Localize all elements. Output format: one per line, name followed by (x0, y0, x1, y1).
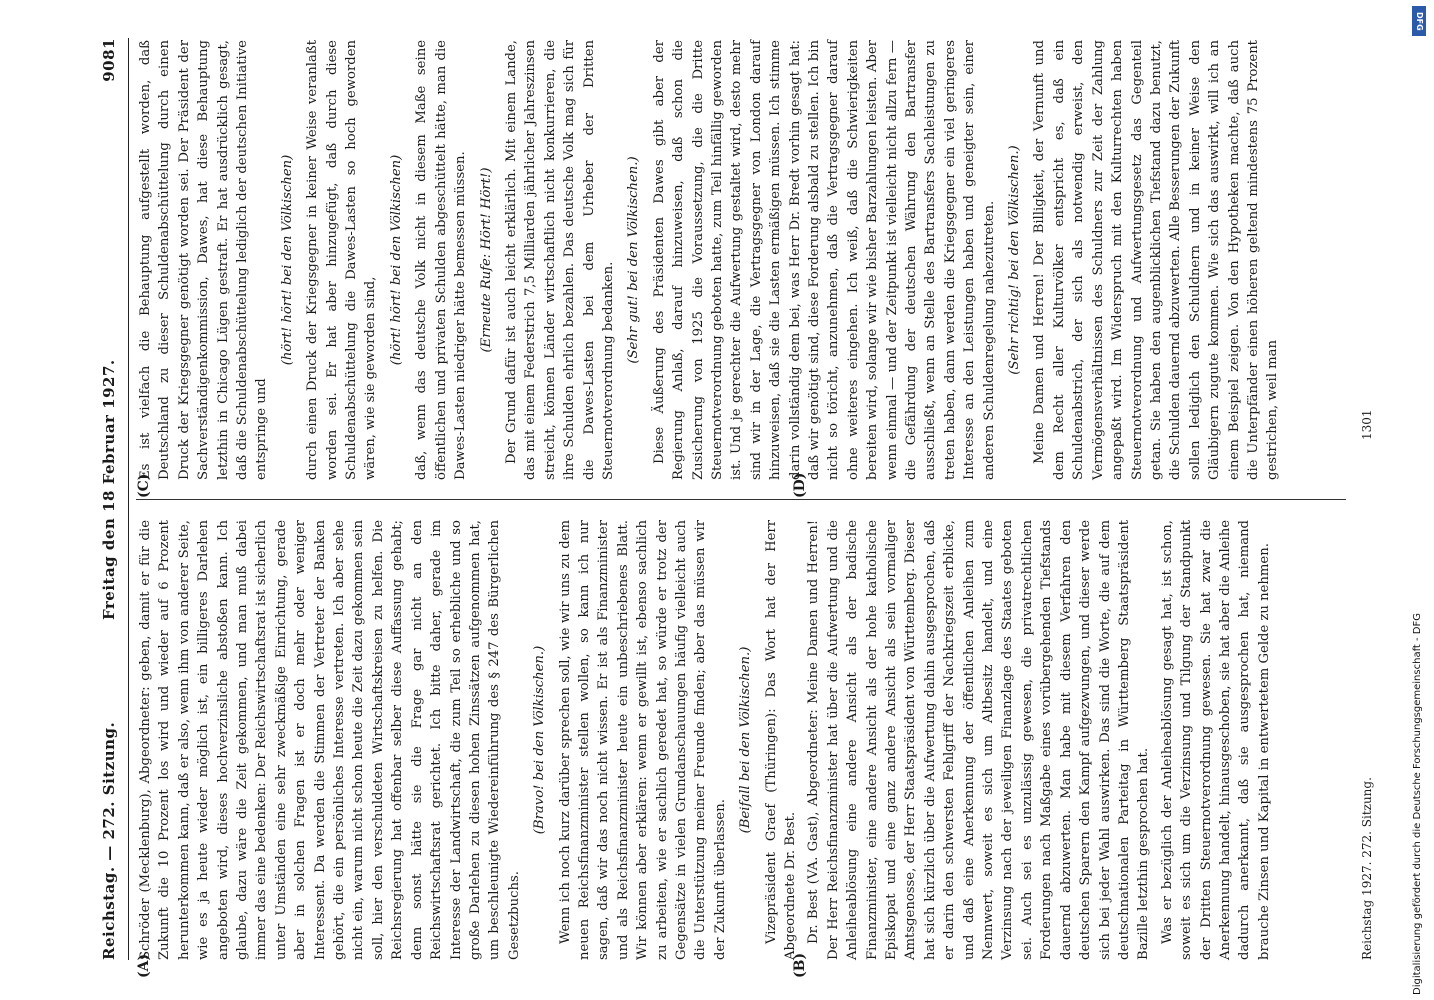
dfg-side-strip (1408, 0, 1434, 1000)
interjection: (Sehr richtig! bei den Völkischen.) (1007, 145, 1023, 375)
page-header (92, 20, 132, 980)
header-left: Reichstag. — 272. Sitzung. (100, 721, 118, 960)
footer-left: Reichstag 1927. 272. Sitzung. (1360, 777, 1374, 960)
footer-page-number: 1301 (1360, 409, 1374, 440)
interjection: (Erneute Rufe: Hört! Hört!) (478, 167, 494, 353)
paragraph: daß, wenn das deutsche Volk nicht in diesem Maße seine öffentlichen und privaten Schulden abgeschüttelt hätte, man die Dawes-Lasten niedriger hätte bemessen müssen. (414, 40, 469, 480)
paragraph: Vizepräsident Graef (Thüringen): Das Wort hat der Herr Abgeordnete Dr. Best. (763, 520, 798, 960)
text-column-right (136, 40, 1287, 480)
interjection: (Beifall bei den Völkischen.) (738, 646, 754, 834)
paragraph: Schröder (Mecklenburg), Abgeordneter: geben, damit er für die Zukunft die 10 Prozent los wird und wieder auf 6 Prozent herunterkommen kann, daß er also, wenn ihm von anderer Seite, wie es ja heute wieder möglich ist, ein billigeres Darlehen angeboten wird, dieses hochverzinsliche abstoßen kann. Ich glaube, dazu wäre die Zeit gekommen, und man muß dabei immer das eine bedenken: Der Reichswirtschaftsrat ist sicherlich unter Umständen eine sehr zweckmäßige Einrichtung, gerade aber in solchen Fragen ist er doch mehr oder weniger Interessent. Da werden die Stimmen der Vertreter der Banken gehört, die ein persönliches Interesse vertreten. Ich aber sehe nicht ein, warum nicht schon heute die Zeit dazu gekommen sein soll, hier den verschuldeten Wirtschaftskreisen zu helfen. Die Reichsregierung hat offenbar selber diese Auffassung gehabt; denn sonst hätte sie die Frage gar nicht an den Reichswirtschaftsrat gerichtet. Ich bitte daher, gerade im Interesse der Landwirtschaft, die zum Teil so erhebliche und so große Darlehen zu diesen hohen Zinssätzen aufgenommen hat, um beschleunigte Wiedereinführung des § 247 des Bürgerlichen Gesetzbuchs. (138, 520, 522, 960)
column-separator (136, 499, 1346, 500)
margin-mark-b: (B) (792, 952, 808, 978)
paragraph: Es ist vielfach die Behauptung aufgestellt worden, daß Deutschland zu dieser Schuldenabschüttelung durch einen Druck der Kriegsgegner genötigt worden sei. Der Präsident der Sachverständigenkommission, Dawes, hat diese Behauptung letzthin in Chicago Lügen gestraft. Er hat ausdrücklich gesagt, daß die Schuldenabschüttelung lediglich der deutschen Initiative entspringe und (138, 40, 270, 480)
paragraph: durch einen Druck der Kriegsgegner in keiner Weise veranlaßt worden sei. Er hat aber hinzugefügt, daß durch diese Schuldenabschüttelung die Dawes-Lasten so hoch geworden wären, wie sie geworden sind, (305, 40, 379, 480)
dfg-logo-icon: DFG (1412, 6, 1426, 36)
interjection: (Bravo! bei den Völkischen.) (532, 645, 548, 835)
paragraph: Diese Äußerung des Präsidenten Dawes gibt aber der Regierung Anlaß, darauf hinzuweisen, daß schon die Zusicherung von 1925 die Voraussetzung, die die Dritte Steuernotverordnung geboten hatte, zum Teil hinfällig geworden ist. Und je gerechter die Aufwertung gestaltet wird, desto mehr sind wir in der Lage, die Vertragsgegner von London darauf hinzuweisen, daß sie die Lasten ermäßigen müssen. Ich stimme darin vollständig dem bei, was Herr Dr. Bredt vorhin gesagt hat: daß wir genötigt sind, diese Forderung alsbald zu stellen. Ich bin nicht so töricht, anzunehmen, daß die Vertragsgegner darauf ohne weiteres eingehen. Ich weiß, daß die Schwierigkeiten bereiten wird, solange wir wie bisher Barzahlungen leisten. Aber wenn einmal — und der Zeitpunkt ist vielleicht nicht allzu fern — die Gefährdung der deutschen Währung den Bartransfer ausschließt, wenn an Stelle des Bartransfers Sachleistungen zu treten haben, dann werden die Kriegsgegner ein viel geringeres Interesse an den Leistungen haben und geneigter sein, einer anderen Schuldenregelung nahezutreten. (651, 40, 997, 480)
paragraph: Meine Damen und Herren! Der Billigkeit, der Vernunft und dem Recht aller Kulturvölker entspricht es, daß ein Schuldenabstrich, der sich als notwendig erweist, den Vermögensverhältnissen des Schuldners zur Zeit der Zahlung angepaßt wird. Im Widerspruch mit den Kulturrechten haben Steuernotverordnung und Aufwertungsgesetz das Gegenteil getan. Sie haben den augenblicklichen Tiefstand dazu benutzt, die Schulden dauernd abzuwerten. Alle Besserungen der Zukunft sollen lediglich den Schuldnern und in keiner Weise den Gläubigern zugute kommen. Wie sich das auswirkt, will ich an einem Beispiel zeigen. Von den Hypotheken machte, daß auch die Unterpfänder einen höheren geltend mindestens 75 Prozent gestrichen, weil man (1032, 40, 1281, 480)
margin-mark-d: (D) (792, 472, 808, 498)
paragraph: Dr. Best (VA. Gast), Abgeordneter: Meine Damen und Herren! Der Herr Reichsfinanzminister hat über die Aufwertung und die Anleiheablösung eine andere Ansicht als der badische Finanzminister, eine andere Ansicht als der hohe katholische Episkopat und eine ganz andere Ansicht als sein vormaliger Amtsgenosse, der Herr Staatspräsident von Württemberg. Dieser hat sich kürzlich über die Aufwertung dahin ausgesprochen, daß er darin den schwersten Fehlgriff der Nachkriegszeit erblicke, und daß eine Anerkennung der öffentlichen Anleihen zum Nennwert, soweit es sich um Altbesitz handelt, und eine Verzinsung nach der jeweiligen Finanzlage des Staates geboten sei. Auch sei es unzulässig gewesen, die privatrechtlichen Forderungen nach Maßgabe eines vorübergehenden Tiefstands dauernd abzuwerten. Man habe mit diesem Verfahren den deutschen Sparern den Kampf aufgezwungen, und dieser werde sich bei jeder Wahl auswirken. Das sind die Worte, die auf dem deutschnationalen Parteitag in Württemberg Staatspräsident Bazille letzthin gesprochen hat. (806, 520, 1152, 960)
paragraph: Wenn ich noch kurz darüber sprechen soll, wie wir uns zu dem neuen Reichsfinanzminister stellen wollen, so kann ich nur sagen, daß wir das noch nicht wissen. Er ist als Finanzminister und als Reichsfinanzminister heute ein unbeschriebenes Blatt. Wir können aber erklären: wenn er gewillt ist, ebenso sachlich zu arbeiten, wie er sachlich geredet hat, so würde er trotz der Gegensätze in vielen Grundanschauungen häufig vielleicht auch die Unterstützung meiner Freunde finden; aber das müssen wir der Zukunft überlassen. (557, 520, 728, 960)
dfg-funding-note: Digitalisierung gefördert durch die Deutsche Forschungsgemeinschaft - DFG (1412, 612, 1423, 995)
interjection: (hört! hört! bei den Völkischen) (388, 154, 404, 366)
interjection: (Sehr gut! bei den Völkischen.) (626, 156, 642, 364)
header-rule (128, 38, 129, 960)
paragraph: Der Grund dafür ist auch leicht erklärlich. Mit einem Lande, das mit einem Federstrich 7,5 Milliarden jährlicher Jahreszinsen streicht, können Länder wirtschaftlich nicht konkurrieren, die ihre Schulden ehrlich bezahlen. Das deutsche Volk mag sich für die Dawes-Lasten bei dem Urheber der Dritten Steuernotverordnung bedanken. (503, 40, 616, 480)
margin-mark-a: (A) (136, 953, 152, 978)
header-page-number: 9081 (100, 38, 118, 82)
interjection: (hört! hört! bei den Völkischen) (279, 154, 295, 366)
header-date: Freitag den 18 Februar 1927. (100, 359, 118, 620)
margin-mark-c: (C) (136, 473, 152, 498)
paragraph: Was er bezüglich der Anleiheablösung gesagt hat, ist schon, soweit es sich um die Verzinsung und Tilgung der Standpunkt der Dritten Steuernotverordnung gewesen. Sie hat zwar die Anerkennung handelt, hinausgeschoben, sie hat aber die Anleihe dadurch anerkannt, daß sie ausgesprochen hat, niemand brauche Zinsen und Kapital in entwertetem Gelde zu nehmen. (1159, 520, 1272, 960)
rotated-document-page (92, 20, 1402, 980)
text-column-left (136, 520, 1278, 960)
